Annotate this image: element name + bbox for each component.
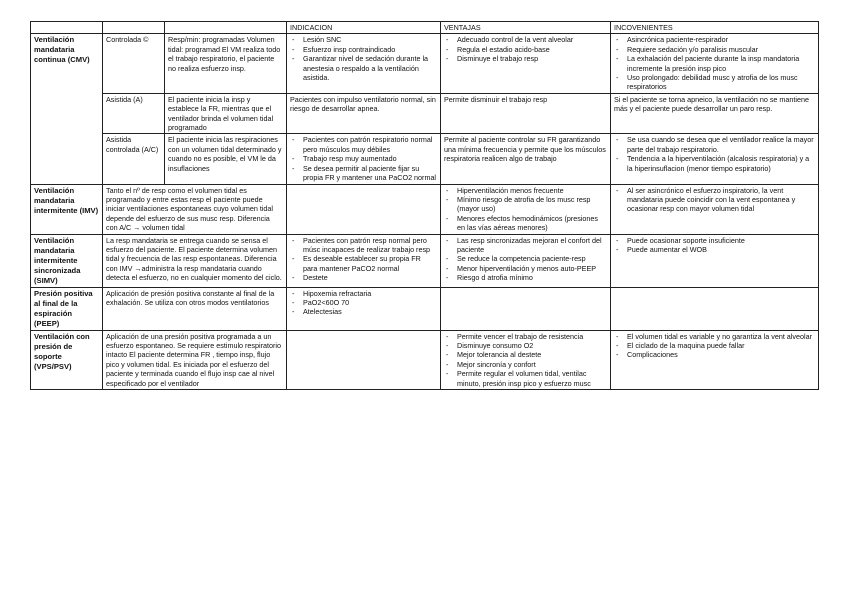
list-item: - Garantizar nivel de sedación durante la anestesia o respaldo a la ventilación asistida. (290, 54, 437, 82)
indicacion-cell (287, 330, 441, 389)
description-cell: Resp/min: programadas Volumen tidal: programad El VM realiza todo el trabajo respiratorio, el paciente no realiza esfuerzo insp. (165, 34, 287, 93)
table-row (31, 287, 819, 330)
list-item: - Hiperventilación menos frecuente (444, 186, 607, 195)
list-item: - Disminuye el trabajo resp (444, 54, 607, 63)
inconvenientes-cell (611, 287, 819, 330)
header-cell (165, 22, 287, 34)
list-item: - Se desea permitir al paciente fijar su propia FR y mantener una PaCO2 normal (290, 164, 437, 183)
list-item: - La exhalación del paciente durante la insp mandatoria incremente la presión insp pico (614, 54, 815, 73)
description-cell: Aplicación de presión positiva constante al final de la exhalación. Se utiliza con otros modos ventilatorios (103, 287, 287, 330)
indicacion-cell (287, 287, 441, 330)
inconvenientes-cell (611, 34, 819, 93)
list-item: - Trabajo resp muy aumentado (290, 154, 437, 163)
mode-name: Ventilación mandataria intermitente (IMV) (31, 184, 103, 234)
indicacion-cell-list (290, 236, 437, 283)
ventajas-cell (441, 330, 611, 389)
mode-name: Presión positiva al final de la espiración (PEEP) (31, 287, 103, 330)
description-cell: El paciente inicia las respiraciones con un volumen tidal determinado y cuando no es posible, el VM le da insuflaciones (165, 134, 287, 184)
inconvenientes-cell-list (614, 135, 815, 173)
mode-name: Ventilación mandataria intermitente sincronizada (SIMV) (31, 234, 103, 287)
header-cell (31, 22, 103, 34)
header-row (31, 22, 819, 34)
list-item: - Asincrónica paciente-respirador (614, 35, 815, 44)
header-indicacion: INDICACION (287, 22, 441, 34)
inconvenientes-cell (611, 330, 819, 389)
list-item: - Menores efectos hemodinámicos (presiones en las vías aéreas menores) (444, 214, 607, 233)
indicacion-cell-list (290, 35, 437, 82)
mode-name: Ventilación con presión de soporte (VPS/PSV) (31, 330, 103, 389)
list-item: - Menor hiperventilación y menos auto-PEEP (444, 264, 607, 273)
submode-name: Controlada © (103, 34, 165, 93)
ventajas-cell-list (444, 186, 607, 233)
list-item: - Hipoxemia refractaria (290, 289, 437, 298)
list-item: - Mínimo riesgo de atrofia de los musc resp (mayor uso) (444, 195, 607, 214)
list-item: - Complicaciones (614, 350, 815, 359)
inconvenientes-cell (611, 234, 819, 287)
indicacion-cell-list (290, 135, 437, 182)
list-item: - Disminuye consumo O2 (444, 341, 607, 350)
table-row (31, 184, 819, 234)
indicacion-cell (287, 234, 441, 287)
inconvenientes-cell: Si el paciente se torna apneico, la ventilación no se mantiene más y el paciente puede desarrollar un paro resp. (611, 93, 819, 134)
ventajas-cell: Permite disminuir el trabajo resp (441, 93, 611, 134)
inconvenientes-cell-list (614, 236, 815, 255)
list-item: - Requiere sedación y/o paralisis muscular (614, 45, 815, 54)
list-item: - Uso prolongado: debilidad musc y atrofia de los musc respiratorios (614, 73, 815, 92)
submode-name: Asistida controlada (A/C) (103, 134, 165, 184)
list-item: - Regula el estadio acido-base (444, 45, 607, 54)
list-item: - Las resp sincronizadas mejoran el confort del paciente (444, 236, 607, 255)
inconvenientes-cell (611, 184, 819, 234)
list-item: - Al ser asincrónico el esfuerzo inspiratorio, la vent mandataria puede coincidir con la vent espontanea y ocasionar resp con mayor volumen tidal (614, 186, 815, 214)
ventajas-cell-list (444, 35, 607, 63)
list-item: - Permite vencer el trabajo de resistencia (444, 332, 607, 341)
mode-name: Ventilación mandataria continua (CMV) (31, 34, 103, 184)
list-item: - Atelectesias (290, 307, 437, 316)
header-cell (103, 22, 165, 34)
inconvenientes-cell (611, 134, 819, 184)
inconvenientes-cell-list (614, 35, 815, 91)
submode-name: Asistida (A) (103, 93, 165, 134)
table-row (31, 134, 819, 184)
description-cell: El paciente inicia la insp y establece la FR, mientras que el ventilador brinda el volumen tidal programado (165, 93, 287, 134)
list-item: - PaO2<60O 70 (290, 298, 437, 307)
inconvenientes-cell-list (614, 186, 815, 214)
list-item: - Mejor tolerancia al destete (444, 350, 607, 359)
table-row (31, 234, 819, 287)
description-cell: Tanto el nº de resp como el volumen tidal es programado y entre estas resp el paciente puede iniciar ventilaciones espontaneas cuyo volumen tidal depende del esfuerzo de sus musc resp. Diferencia con A/C → volumen tidal (103, 184, 287, 234)
table-row (31, 330, 819, 389)
list-item: - Pacientes con patrón respiratorio normal pero músculos muy débiles (290, 135, 437, 154)
list-item: - Se usa cuando se desea que el ventilador realice la mayor parte del trabajo respiratorio. (614, 135, 815, 154)
header-ventajas: VENTAJAS (441, 22, 611, 34)
list-item: - El volumen tidal es variable y no garantiza la vent alveolar (614, 332, 815, 341)
table-row (31, 93, 819, 134)
list-item: - El ciclado de la maquina puede fallar (614, 341, 815, 350)
description-cell: La resp mandataria se entrega cuando se sensa el esfuerzo del paciente. El paciente determina volumen tidal y frecuencia de las resp espontaneas. Diferencia con IMV →administra la resp mandataria cuando detecta el esfuerzo, no en cualquier momento del ciclo. (103, 234, 287, 287)
ventajas-cell-list (444, 332, 607, 388)
ventajas-cell (441, 34, 611, 93)
ventajas-cell-list (444, 236, 607, 283)
header-inconvenientes: INCOVENIENTES (611, 22, 819, 34)
indicacion-cell (287, 134, 441, 184)
table-row (31, 34, 819, 93)
indicacion-cell-list (290, 289, 437, 317)
list-item: - Destete (290, 273, 437, 282)
ventajas-cell (441, 234, 611, 287)
list-item: - Puede ocasionar soporte insuficiente (614, 236, 815, 245)
ventajas-cell (441, 184, 611, 234)
list-item: - Se reduce la competencia paciente-resp (444, 254, 607, 263)
list-item: - Riesgo d atrofia mínimo (444, 273, 607, 282)
inconvenientes-cell-list (614, 332, 815, 360)
description-cell: Aplicación de una presión positiva programada a un esfuerzo espontaneo. Se requiere estimulo respiratorio intacto El paciente determina FR , tiempo insp, flujo pico y volumen tidal. Es iniciada por el esfuerzo del paciente y terminada cuando el flujo insp cae al nivel especificado por el ventilador (103, 330, 287, 389)
document-page (30, 21, 818, 390)
ventajas-cell (441, 287, 611, 330)
indicacion-cell (287, 34, 441, 93)
list-item: - Tendencia a la hiperventilación (alcalosis respiratoria) y a la hiperinsuflacion (menor tiempo espiratorio) (614, 154, 815, 173)
list-item: - Esfuerzo insp contraindicado (290, 45, 437, 54)
list-item: - Mejor sincronía y confort (444, 360, 607, 369)
list-item: - Adecuado control de la vent alveolar (444, 35, 607, 44)
ventajas-cell: Permite al paciente controlar su FR garantizando una mínima frecuencia y permite que los músculos respiratoria realicen algo de trabajo (441, 134, 611, 184)
list-item: - Pacientes con patrón resp normal pero músc incapaces de realizar trabajo resp (290, 236, 437, 255)
ventilation-modes-table (30, 21, 819, 390)
list-item: - Permite regular el volumen tidal, ventilac minuto, presión insp pico y esfuerzo musc (444, 369, 607, 388)
indicacion-cell: Pacientes con impulso ventilatorio normal, sin riesgo de desarrollar apnea. (287, 93, 441, 134)
list-item: - Es deseable establecer su propia FR para mantener PaCO2 normal (290, 254, 437, 273)
list-item: - Lesión SNC (290, 35, 437, 44)
list-item: - Puede aumentar el WOB (614, 245, 815, 254)
indicacion-cell (287, 184, 441, 234)
